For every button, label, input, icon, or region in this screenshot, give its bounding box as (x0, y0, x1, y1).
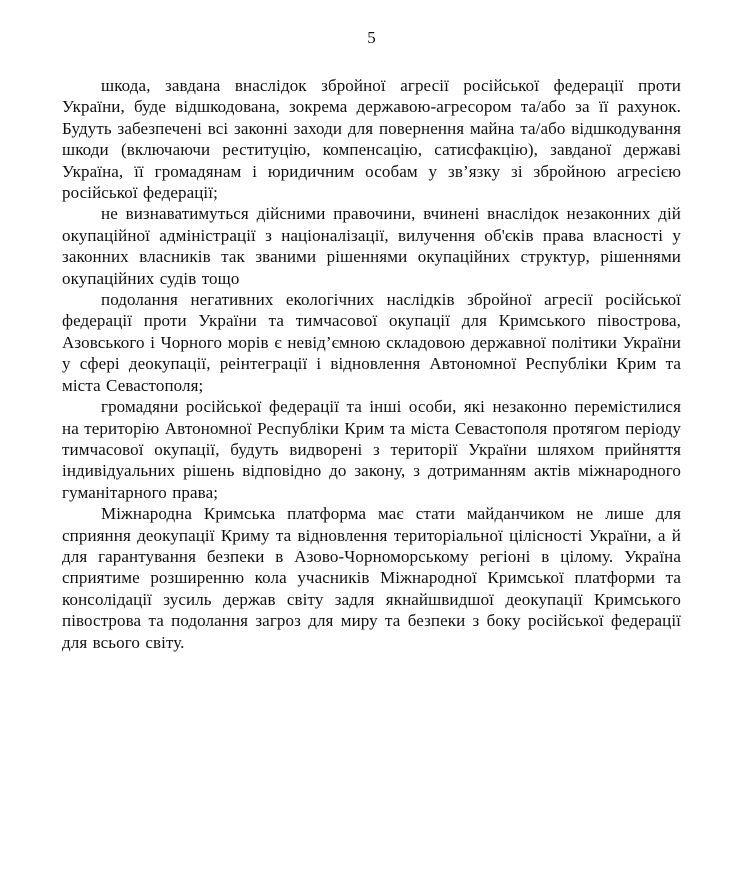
page-number: 5 (367, 28, 376, 47)
paragraph-crimea-platform: Міжнародна Кримська платформа має стати майданчиком не лише для сприяння деокупації Криму та відновлення територіальної цілісності України, а й для гарантування безпеки в Азово-Чорноморському регіоні в цілому. Україна сприятиме розширенню кола учасників Міжнародної Кримської платформи та консолідації зусиль держав світу задля якнайшвидшої деокупації Кримського півострова та подолання загроз для миру та безпеки з боку російської федерації для всього світу. (62, 504, 681, 652)
paragraph-ecological-consequences: подолання негативних екологічних наслідків збройної агресії російської федерації проти України та тимчасової окупації для Кримського півострова, Азовського і Чорного морів є невід’ємною складовою державної політики України у сфері деокупації, реінтеграції і відновлення Автономної Республіки Крим та міста Севастополя; (62, 290, 681, 395)
paragraph-invalid-transactions: не визнаватимуться дійсними правочини, вчинені внаслідок незаконних дій окупаційної адміністрації з націоналізації, вилучення об'єків права власності у законних власників так званими рішеннями окупаційних структур, рішеннями окупаційних судів тощо (62, 204, 681, 288)
document-body (62, 75, 681, 653)
paragraph-deportation-of-citizens: громадяни російської федерації та інші особи, які незаконно перемістилися на територію Автономної Республіки Крим та міста Севастополя протягом періоду тимчасової окупації, будуть видворені з території України шляхом прийняття індивідуальних рішень відповідно до закону, з дотриманням актів міжнародного гуманітарного права; (62, 397, 681, 502)
paragraph-damages-compensation: шкода, завдана внаслідок збройної агресії російської федерації проти України, буде відшкодована, зокрема державою-агресором та/або за її рахунок. Будуть забезпечені всі законні заходи для повернення майна та/або відшкодування шкоди (включаючи реституцію, компенсацію, сатисфакцію), завданої державі Україна, її громадянам і юридичним особам у зв’язку зі збройною агресією російської федерації; (62, 76, 681, 203)
